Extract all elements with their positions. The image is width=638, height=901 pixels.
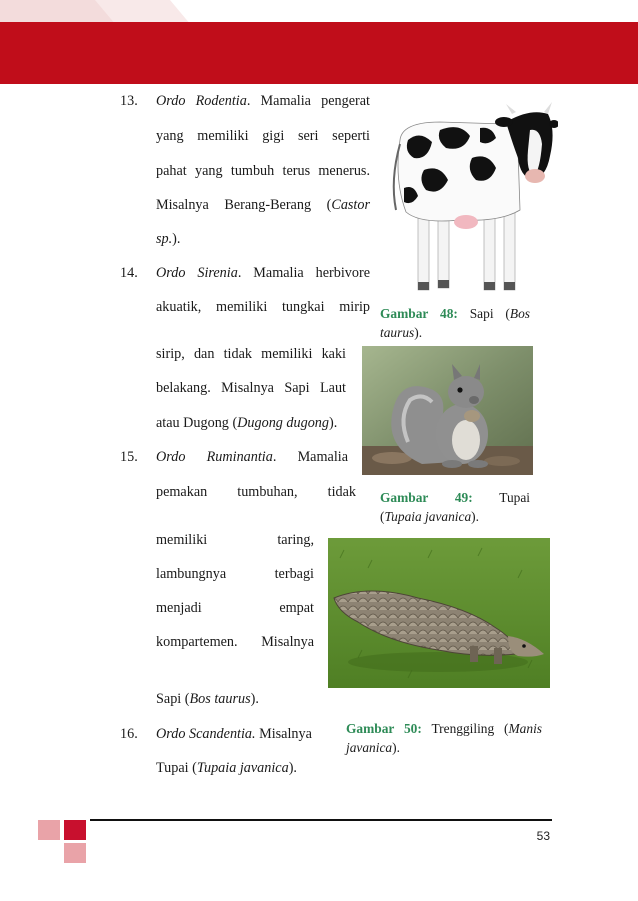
item-number: 13. [120, 93, 138, 109]
item-13-line-3: pahat yang tumbuh terus menerus. [156, 163, 370, 179]
caption-text: Tupai [499, 490, 530, 505]
footer-square-pink [38, 820, 60, 840]
item-15-line-2: pemakan tumbuhan, tidak [156, 484, 356, 500]
species-name: Tupaia javanica [384, 509, 472, 524]
header-bar [0, 22, 638, 84]
item-14-line-2: akuatik, memiliki tungkai mirip [156, 299, 370, 315]
order-name: Ordo [156, 449, 186, 465]
footer-square-red [64, 820, 86, 840]
item-16-line-1 [156, 724, 312, 744]
caption-line [380, 507, 530, 526]
item-15-line-3: memiliki taring, [156, 532, 314, 548]
species-name: Bos [509, 306, 530, 321]
item-14-line-4: belakang. Misalnya Sapi Laut [156, 380, 346, 396]
item-text: Sapi ( [156, 691, 190, 707]
item-13-line-4 [156, 195, 370, 215]
item-text: . Mamalia [272, 449, 348, 465]
item-16-line-2 [156, 758, 297, 778]
caption-line [346, 719, 542, 738]
item-number: 15. [120, 449, 138, 465]
item-15-line-4: lambungnya terbagi [156, 566, 314, 582]
species-name: Dugong dugong [237, 415, 329, 431]
figure-label: Gambar 50: [346, 721, 422, 736]
item-text: ). [288, 760, 297, 776]
item-text: ). [172, 231, 181, 247]
item-text: . Mamalia herbivore [237, 265, 370, 281]
figure-label: Gambar 49: [380, 490, 473, 505]
item-13-line-1 [156, 91, 370, 111]
species-name: Bos taurus [189, 691, 251, 707]
item-text: Misalnya [255, 726, 312, 742]
order-name: Ruminantia [206, 449, 273, 465]
order-name: Ordo Rodentia [156, 93, 247, 109]
footer-rule [90, 819, 552, 821]
item-13-line-5 [156, 229, 180, 249]
squirrel-image [362, 346, 533, 475]
item-14-line-3: sirip, dan tidak memiliki kaki [156, 346, 346, 362]
figure-50-caption [346, 719, 542, 757]
item-14-line-5 [156, 413, 337, 433]
item-15-line-6: kompartemen. Misalnya [156, 634, 314, 650]
species-name: javanica [346, 740, 393, 755]
item-text: atau Dugong ( [156, 415, 238, 431]
species-name: Castor [331, 197, 370, 213]
caption-line [380, 323, 530, 342]
species-name: Manis [508, 721, 543, 736]
item-text: . Mamalia pengerat [246, 93, 370, 109]
item-13-line-2: yang memiliki gigi seri seperti [156, 128, 370, 144]
caption-text: ). [414, 325, 423, 340]
item-text: ). [329, 415, 338, 431]
item-text: Misalnya Berang-Berang ( [156, 197, 332, 213]
item-number: 16. [120, 726, 138, 742]
caption-line [346, 738, 542, 757]
caption-paren-open: ( [380, 509, 385, 524]
figure-49-caption [380, 488, 530, 526]
order-name: Ordo Scandentia. [156, 726, 256, 742]
caption-text: ). [392, 740, 400, 755]
item-15-line-7 [156, 689, 259, 709]
item-14-line-1 [156, 263, 370, 283]
cow-image [380, 100, 558, 300]
order-name: Ordo Sirenia [156, 265, 238, 281]
caption-text: ). [471, 509, 479, 524]
figure-label: Gambar 48: [380, 306, 458, 321]
caption-text: Trenggiling ( [431, 721, 509, 736]
figure-48-caption [380, 304, 530, 342]
page-number: 53 [536, 829, 550, 843]
caption-line [380, 304, 530, 323]
caption-line [380, 488, 530, 507]
footer-square-pink [64, 843, 86, 863]
species-name: sp. [156, 231, 173, 247]
item-15-line-1 [156, 447, 348, 467]
item-text: Tupai ( [156, 760, 197, 776]
pangolin-image [328, 538, 550, 688]
item-number: 14. [120, 265, 138, 281]
caption-text: Sapi ( [469, 306, 510, 321]
species-name: taurus [380, 325, 415, 340]
species-name: Tupaia javanica [196, 760, 289, 776]
item-15-line-5: menjadi empat [156, 600, 314, 616]
item-text: ). [250, 691, 259, 707]
